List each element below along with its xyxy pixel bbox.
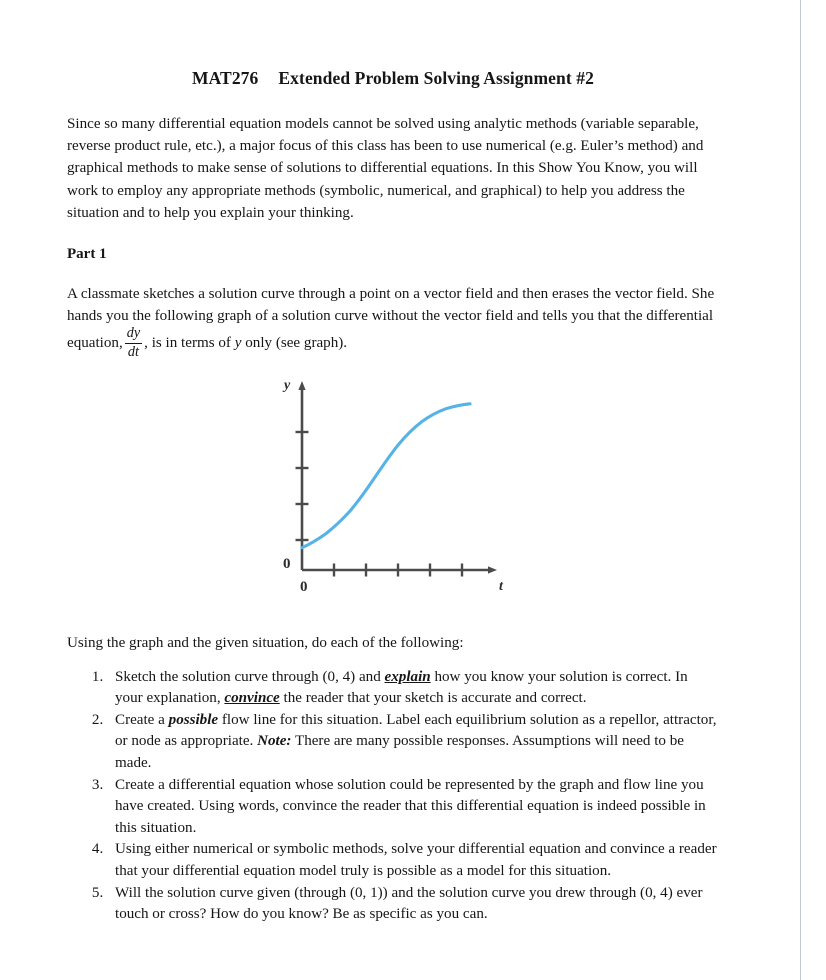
y-axis-label: y <box>284 378 291 394</box>
page-title <box>67 0 719 89</box>
title-assignment-name: Extended Problem Solving Assignment #2 <box>278 68 594 88</box>
list-item <box>107 883 719 926</box>
task-text-run: Create a differential equation whose solution could be represented by the graph and flow line you have created. Using words, convince the reader that this differential equation is indeed possible in this situation. <box>115 776 706 836</box>
task-text-run: Using either numerical or symbolic methods, solve your differential equation and convince a reader that your differential equation model truly is possible as a model for this situation. <box>115 841 717 879</box>
task-text-run: Sketch the solution curve through (0, 4) and <box>115 668 385 685</box>
task-text-run: how you know your solution is correct. In your explanation, <box>115 668 688 707</box>
x-axis <box>302 567 497 574</box>
tasks-list <box>67 655 719 926</box>
task-text <box>115 712 717 771</box>
task-text-run: convince <box>224 690 280 707</box>
part1-variable-y: y <box>234 335 242 352</box>
fraction-denominator: dt <box>127 343 139 360</box>
part1-sentence-b-pre: , is in terms of <box>144 335 231 352</box>
fraction-dy-dt <box>125 326 142 359</box>
tasks-prompt: Using the graph and the given situation, do each of the following: <box>67 635 464 652</box>
task-text <box>115 669 688 707</box>
solution-curve-figure <box>67 374 719 610</box>
task-text <box>115 885 702 923</box>
part1-sentence-b-post: only (see graph). <box>245 335 348 352</box>
list-item <box>107 775 719 840</box>
graph-container <box>272 374 512 610</box>
task-text-run: Will the solution curve given (through (0, 1)) and the solution curve you drew through (0, 4) ever touch or cross? How do you know? Be as specific as you can. <box>115 884 703 923</box>
section-heading-part-1: Part 1 <box>67 246 107 263</box>
title-course-code: MAT276 <box>192 68 259 88</box>
fraction-numerator: dy <box>126 325 141 342</box>
task-text <box>115 841 717 879</box>
t-axis-label: t <box>499 579 503 595</box>
list-item <box>107 839 719 882</box>
part1-sentence-a: A classmate sketches a solution curve through a point on a vector field and then erases the vector field. She hands you the following graph of a solution curve without the vector field and tells you that the differential equation, <box>67 286 715 352</box>
origin-label-x: 0 <box>300 579 308 596</box>
document-content <box>67 0 719 926</box>
task-text-run: the reader that your sketch is accurate and correct. <box>279 690 587 707</box>
task-text-run: flow line for this situation. Label each equilibrium solution as a repellor, attractor, or node as appropriate. <box>115 711 717 750</box>
list-item <box>107 667 719 710</box>
task-text-run: possible <box>168 711 219 728</box>
task-text-run: There are many possible responses. Assumptions will need to be made. <box>115 733 684 771</box>
part1-paragraph <box>67 263 719 360</box>
task-text-run: Note: <box>257 733 292 750</box>
task-text-run: Create a <box>115 711 169 728</box>
task-text-run: explain <box>384 668 431 685</box>
intro-paragraph: Since so many differential equation models cannot be solved using analytic methods (variable separable, reverse product rule, etc.), a major focus of this class has been to use numerical (e.g. Euler’s method) and graphical methods to make sense of solutions to differential equations. In this Show You Know, you will work to employ any appropriate methods (symbolic, numerical, and graphical) to help you address the situation and to help you explain your thinking. <box>67 116 704 221</box>
y-axis <box>298 381 305 570</box>
task-text <box>115 777 706 836</box>
solution-curve-path <box>302 404 470 548</box>
solution-curve-chart <box>272 374 512 610</box>
origin-label-y: 0 <box>283 556 291 573</box>
list-item <box>107 710 719 775</box>
